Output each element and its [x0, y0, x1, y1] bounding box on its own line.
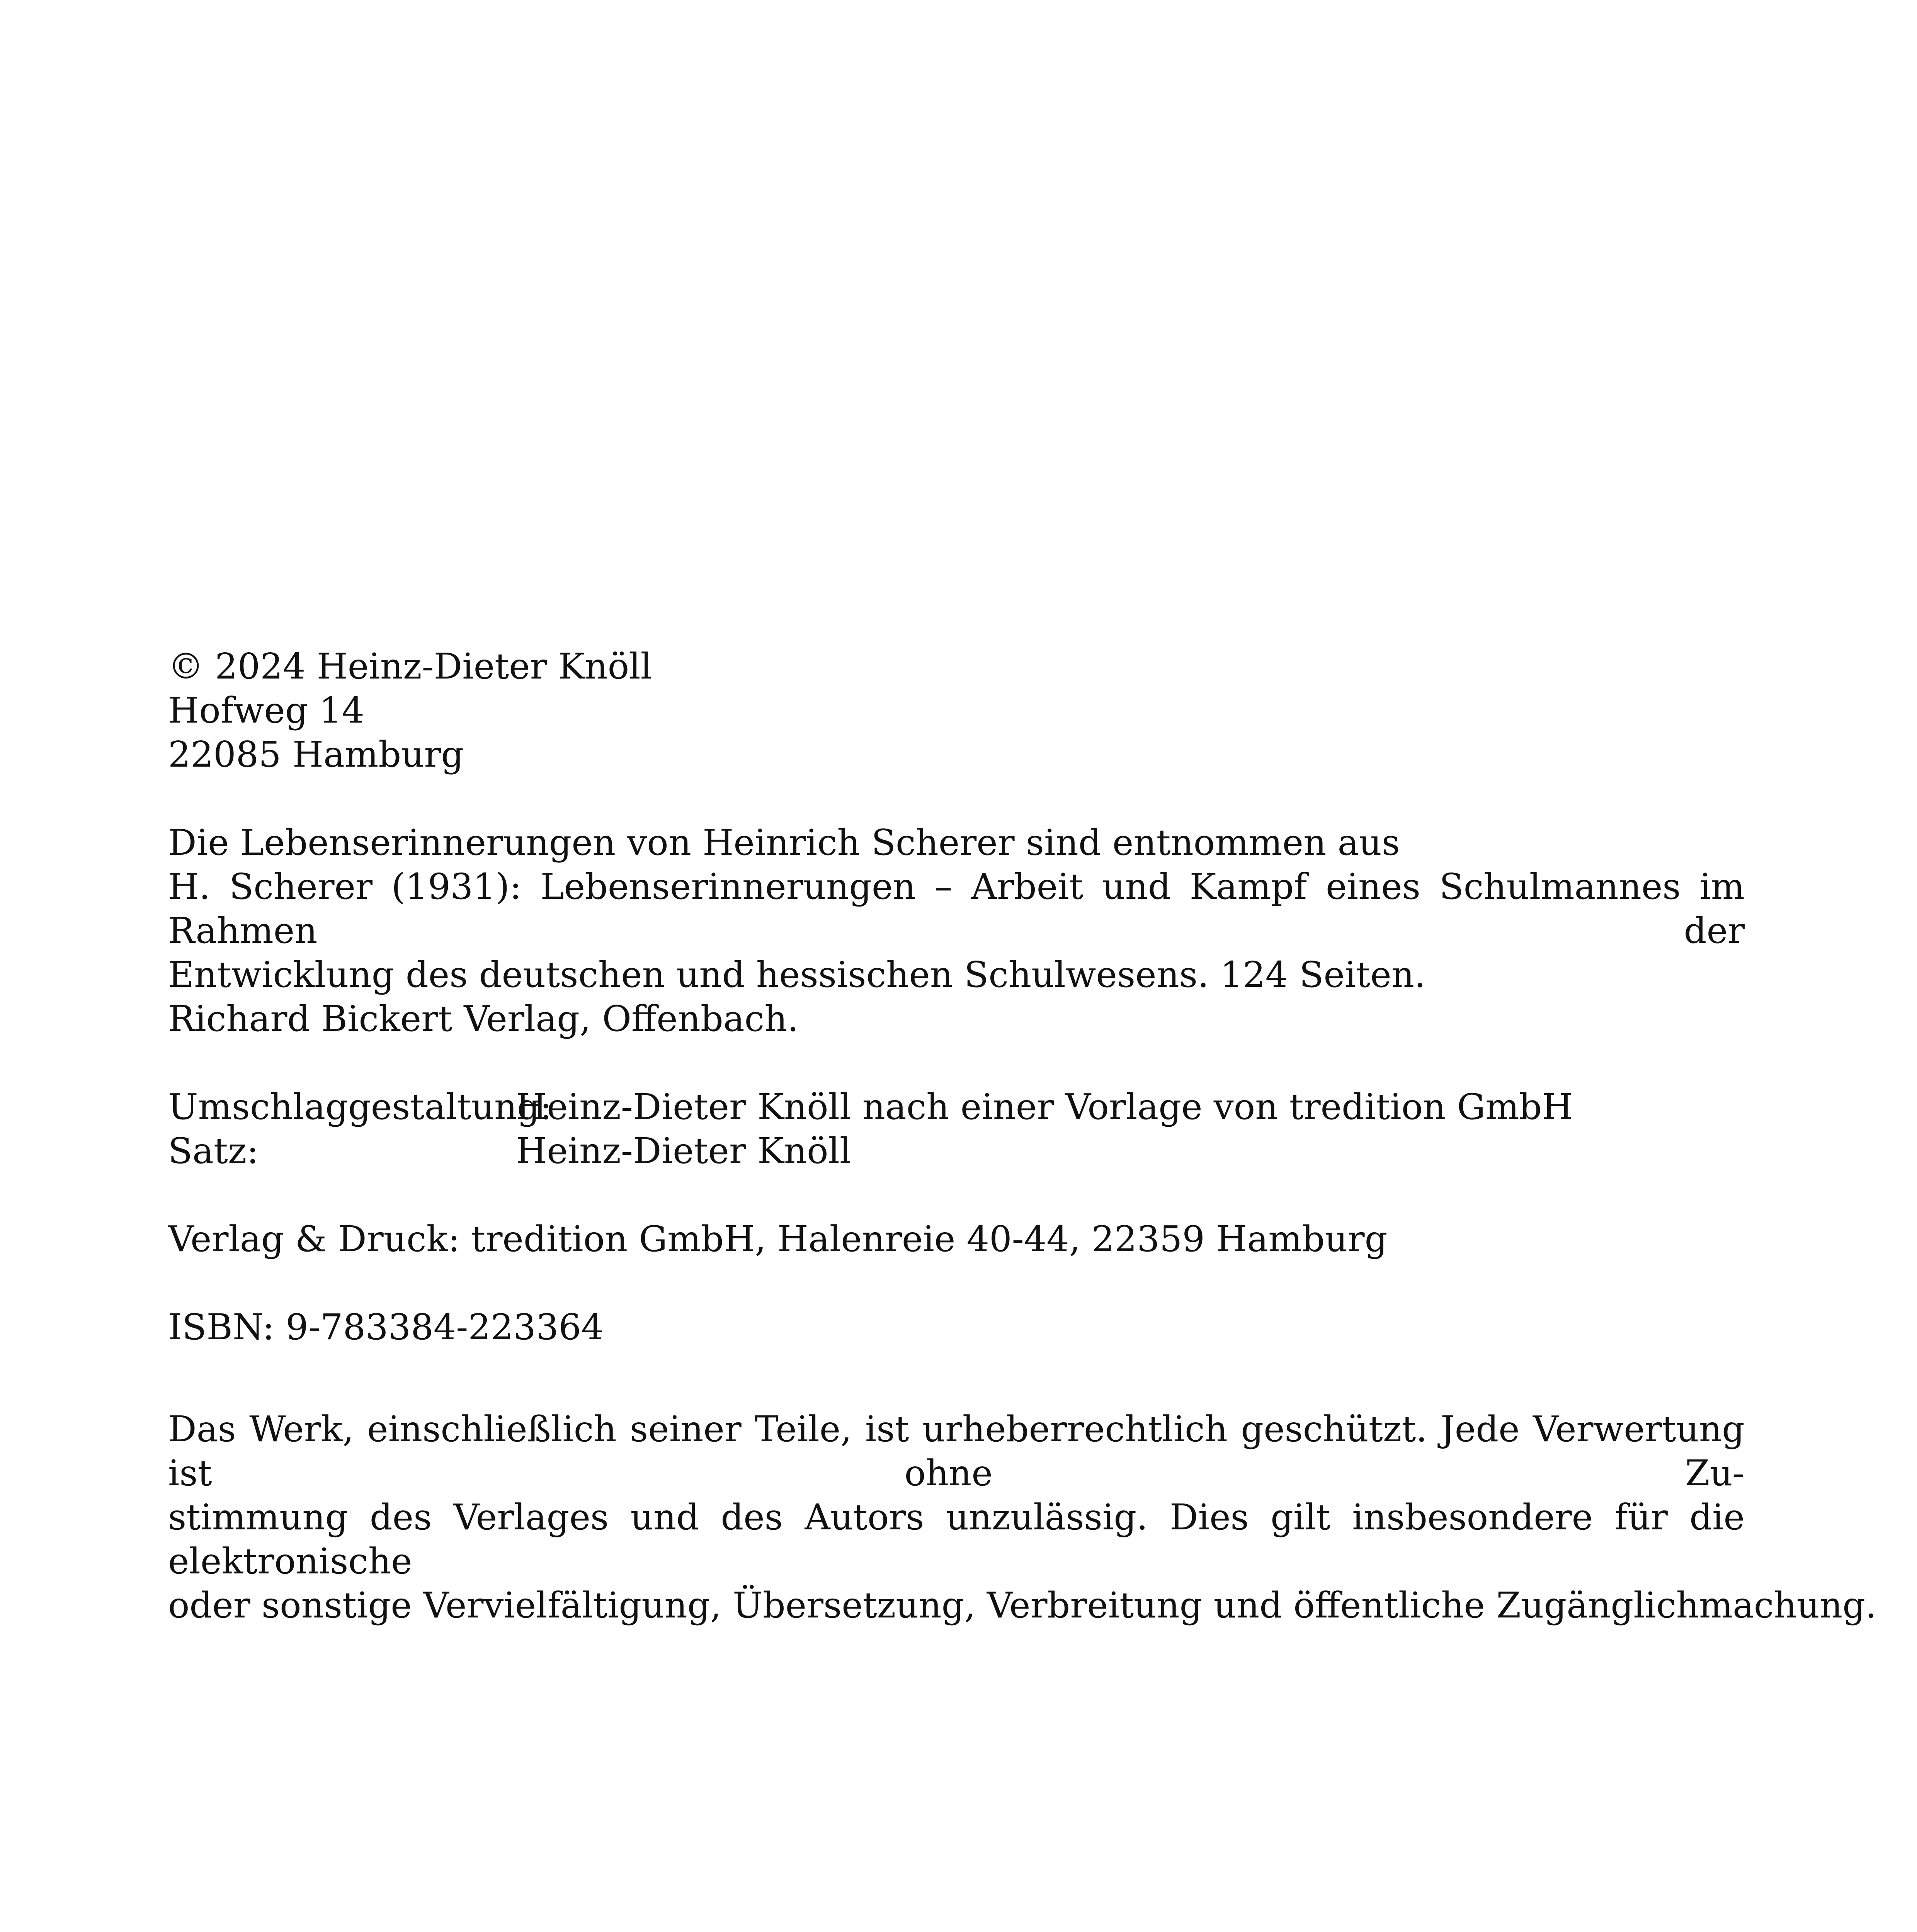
typesetting-label: Satz:	[168, 1130, 259, 1172]
production-credits-block	[168, 1085, 1745, 1173]
rights-line-1: Das Werk, einschließlich seiner Teile, ist urheberrechtlich geschützt. Jede Verwertung ist ohne Zu-	[168, 1408, 1745, 1494]
isbn-block	[168, 1305, 1745, 1349]
cover-design-label: Umschlaggestaltung:	[168, 1086, 552, 1128]
source-publisher-line: Richard Bickert Verlag, Offenbach.	[168, 998, 799, 1039]
cover-design-credit-row	[168, 1085, 1745, 1129]
source-reference-block	[168, 821, 1745, 1041]
rights-line-3: oder sonstige Vervielfältigung, Übersetzung, Verbreitung und öffentliche Zugänglichmachung.	[168, 1585, 1877, 1626]
publisher-block	[168, 1217, 1745, 1261]
copyright-line: © 2024 Heinz-Dieter Knöll	[168, 646, 652, 687]
publisher-line: Verlag & Druck: tredition GmbH, Halenreie 40-44, 22359 Hamburg	[168, 1218, 1388, 1260]
street-line: Hofweg 14	[168, 690, 365, 731]
source-citation-line-2: Entwicklung des deutschen und hessischen Schulwesens. 124 Seiten.	[168, 954, 1426, 995]
rights-notice-block	[168, 1407, 1877, 1628]
rights-line-2: stimmung des Verlages und des Autors unzulässig. Dies gilt insbesondere für die elektronische	[168, 1497, 1745, 1582]
cover-design-value: Heinz-Dieter Knöll nach einer Vorlage von tredition GmbH	[516, 1086, 1573, 1128]
city-line: 22085 Hamburg	[168, 734, 464, 775]
source-intro-line: Die Lebenserinnerungen von Heinrich Scherer sind entnommen aus	[168, 822, 1400, 863]
author-address-block	[168, 645, 1745, 777]
isbn-line: ISBN: 9-783384-223364	[168, 1306, 604, 1348]
typesetting-credit-row	[168, 1129, 1745, 1173]
source-citation-line-1: H. Scherer (1931): Lebenserinnerungen – Arbeit und Kampf eines Schulmannes im Rahmen der	[168, 866, 1745, 951]
imprint-content	[168, 645, 1877, 1672]
typesetting-value: Heinz-Dieter Knöll	[516, 1130, 851, 1172]
